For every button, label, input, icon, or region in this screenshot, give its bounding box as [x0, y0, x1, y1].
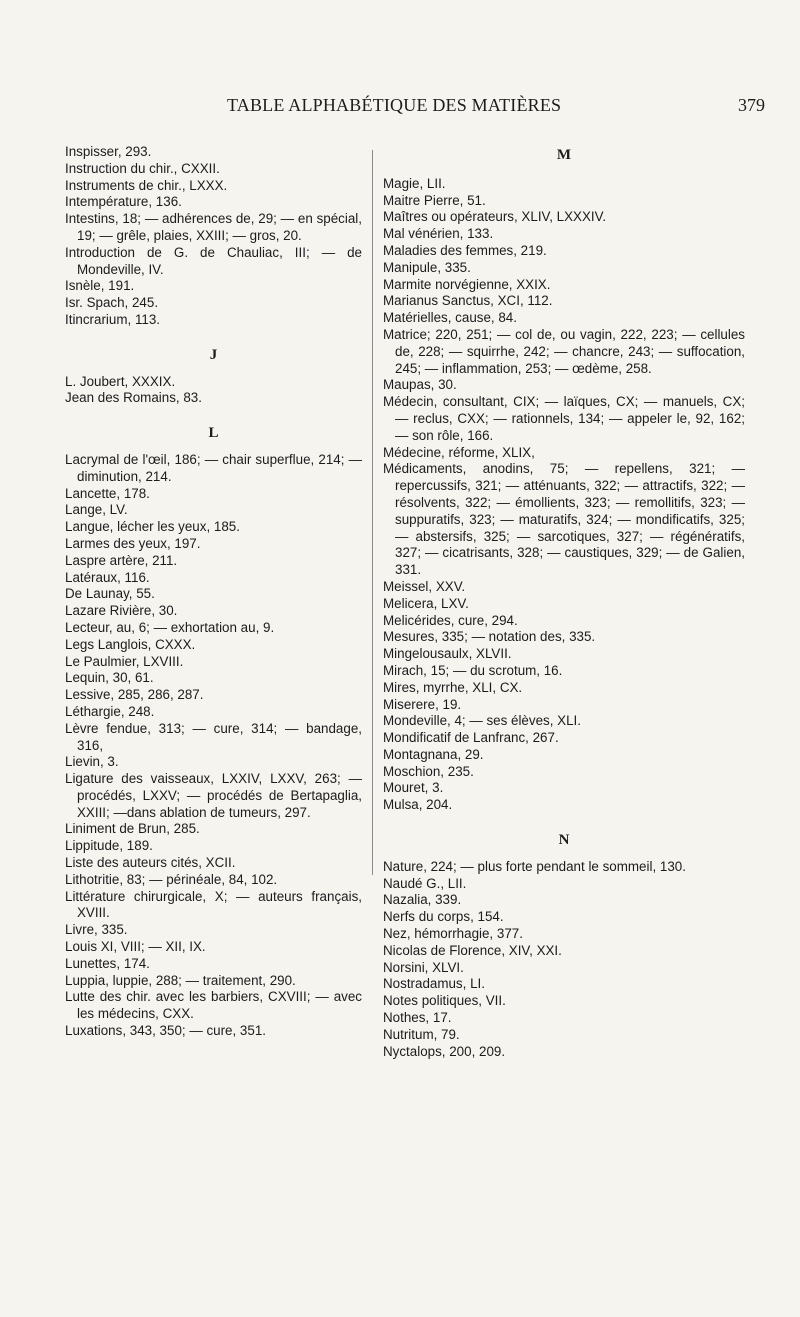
section-letter-n: N [558, 832, 570, 849]
index-entry: Louis XI, VIII; — XII, IX. [65, 939, 206, 955]
running-header [0, 95, 800, 119]
index-entry: Langue, lécher les yeux, 185. [65, 519, 240, 535]
index-entry: Manipule, 335. [383, 259, 471, 275]
index-entry: Mires, myrrhe, XLI, CX. [383, 679, 523, 695]
index-entry: Montagnana, 29. [383, 746, 484, 762]
index-entry: Nazalia, 339. [383, 892, 462, 908]
index-entry: Livre, 335. [65, 922, 128, 938]
index-entry: Mondeville, 4; — ses élèves, XLI. [383, 713, 581, 729]
index-entry: Marianus Sanctus, XCI, 112. [383, 293, 553, 309]
index-entry: L. Joubert, XXXIX. [65, 373, 176, 389]
index-entry: Nicolas de Florence, XIV, XXI. [383, 942, 562, 958]
section-letter-m: M [556, 147, 572, 163]
index-entry: Naudé G., LII. [383, 875, 467, 891]
index-entry: Lippitude, 189. [65, 838, 153, 854]
index-entry: Latéraux, 116. [65, 569, 150, 585]
index-entry: Laspre artère, 211. [65, 552, 178, 568]
index-entry: Maladies des femmes, 219. [383, 242, 547, 258]
index-entry: Magie, LII. [383, 175, 446, 191]
index-entry: Isr. Spach, 245. [65, 295, 159, 311]
entries-j [65, 374, 362, 408]
index-entry: Larmes des yeux, 197. [65, 535, 201, 551]
index-entry: Melicérides, cure, 294. [383, 612, 518, 628]
entries-m [383, 176, 745, 814]
index-entry: Nature, 224; — plus forte pendant le sommeil, 130. [383, 858, 686, 874]
index-entry: Lange, LV. [65, 502, 128, 518]
index-entry: Mouret, 3. [383, 780, 444, 796]
index-entry: Médecin, consultant, CIX; — laïques, CX; — manuels, CX; — reclus, CXX; — rationnels, 134; — appeler le, 92, 162; — son rôle, 166. [383, 394, 745, 443]
index-entry: Nothes, 17. [383, 1010, 452, 1026]
right-column [383, 147, 745, 1060]
index-entry: Norsini, XLVI. [383, 959, 464, 975]
index-entry: Liste des auteurs cités, XCII. [65, 855, 236, 871]
column-divider [372, 150, 373, 875]
index-entry: Nyctalops, 200, 209. [383, 1043, 506, 1059]
index-entry: Jean des Romains, 83. [65, 390, 202, 406]
index-entry: Instruments de chir., LXXX. [65, 177, 228, 193]
index-entry: Médecine, réforme, XLIX, [383, 444, 535, 460]
index-entry: De Launay, 55. [65, 586, 155, 602]
index-entry: Instruction du chir., CXXII. [65, 160, 220, 176]
index-entry: Nez, hémorrhagie, 377. [383, 926, 523, 942]
index-entry: Léthargie, 248. [65, 703, 155, 719]
index-entry: Itincrarium, 113. [65, 311, 161, 327]
index-entry: Mal vénérien, 133. [383, 226, 494, 242]
index-entry: Miserere, 19. [383, 696, 462, 712]
index-entry: Meissel, XXV. [383, 578, 466, 594]
index-entry: Lecteur, au, 6; — exhortation au, 9. [65, 619, 275, 635]
index-entry: Maitre Pierre, 51. [383, 192, 486, 208]
index-entry: Intempérature, 136. [65, 194, 182, 210]
index-entry: Legs Langlois, CXXX. [65, 636, 196, 652]
index-entry: Mirach, 15; — du scrotum, 16. [383, 662, 563, 678]
index-entry: Inspisser, 293. [65, 144, 152, 159]
index-entry: Mesures, 335; — notation des, 335. [383, 629, 596, 645]
index-entry: Lessive, 285, 286, 287. [65, 687, 204, 703]
index-entry: Luppia, luppie, 288; — traitement, 290. [65, 972, 296, 988]
section-letter-l: L [208, 425, 219, 442]
page-header-title: TABLE ALPHABÉTIQUE DES MATIÈRES [227, 95, 562, 115]
index-entry: Maîtres ou opérateurs, XLIV, LXXXIV. [383, 209, 607, 225]
index-entry: Mingelousaulx, XLVII. [383, 646, 512, 662]
index-entry: Ligature des vaisseaux, LXXIV, LXXV, 263; — procédés, LXXV; — procédés de Bertapaglia, XXIII; —dans ablation de tumeurs, 297. [65, 771, 362, 820]
entries-l [65, 452, 362, 1040]
index-entry: Matérielles, cause, 84. [383, 310, 517, 326]
index-entry: Notes politiques, VII. [383, 993, 506, 1009]
index-entry: Nutritum, 79. [383, 1026, 460, 1042]
index-entry: Nerfs du corps, 154. [383, 909, 504, 925]
index-entry: Intestins, 18; — adhérences de, 29; — en spécial, 19; — grêle, plaies, XXIII; — gros, 20. [65, 211, 362, 243]
index-entry: Lequin, 30, 61. [65, 670, 154, 686]
index-entry: Littérature chirurgicale, X; — auteurs français, XVIII. [65, 888, 362, 921]
index-entry: Mulsa, 204. [383, 797, 453, 813]
index-entry: Lunettes, 174. [65, 955, 150, 971]
page-number: 379 [738, 95, 765, 115]
index-entry: Marmite norvégienne, XXIX. [383, 276, 551, 292]
index-entry: Nostradamus, LI. [383, 976, 485, 992]
index-entry: Isnèle, 191. [65, 278, 135, 294]
index-entry: Luxations, 343, 350; — cure, 351. [65, 1023, 266, 1039]
entries-n [383, 859, 745, 1061]
entries-i [65, 144, 362, 329]
index-entry: Lutte des chir. avec les barbiers, CXVIII; — avec les médecins, CXX. [65, 989, 362, 1022]
section-letter-j: J [209, 346, 218, 363]
index-entry: Matrice; 220, 251; — col de, ou vagin, 222, 223; — cellules de, 228; — squirrhe, 242; — chancre, 243; — suffocation, 245; — inflammation, 253; — œdème, 258. [383, 326, 745, 376]
index-entry: Maupas, 30. [383, 377, 457, 393]
index-entry: Lithotritie, 83; — périnéale, 84, 102. [65, 871, 278, 887]
index-entry: Mondificatif de Lanfranc, 267. [383, 730, 559, 746]
index-entry: Le Paulmier, LXVIII. [65, 653, 184, 669]
index-entry: Introduction de G. de Chauliac, III; — de Mondeville, IV. [65, 244, 362, 277]
index-entry: Lèvre fendue, 313; — cure, 314; — bandage, 316, [65, 720, 362, 753]
index-entry: Médicaments, anodins, 75; — repellens, 321; — repercussifs, 321; — atténuants, 322; — attractifs, 322; — résolvents, 322; — émollients, 323; — remollitifs, 323; — suppuratifs, 323; — maturatifs, 324; — mondificatifs, 325; — abstersifs, 325; — sarcotiques, 327; — régénératifs, 327; — cicatrisants, 328; — caustiques, 329; — de Galien, 331. [383, 461, 745, 578]
index-entry: Lievin, 3. [65, 754, 119, 770]
index-entry: Lazare Rivière, 30. [65, 603, 178, 619]
index-entry: Liniment de Brun, 285. [65, 821, 200, 837]
index-entry: Lancette, 178. [65, 485, 150, 501]
index-entry: Lacrymal de l'œil, 186; — chair superflue, 214; — diminution, 214. [65, 451, 362, 484]
index-entry: Moschion, 235. [383, 763, 474, 779]
left-column [65, 144, 362, 1040]
index-entry: Melicera, LXV. [383, 595, 469, 611]
